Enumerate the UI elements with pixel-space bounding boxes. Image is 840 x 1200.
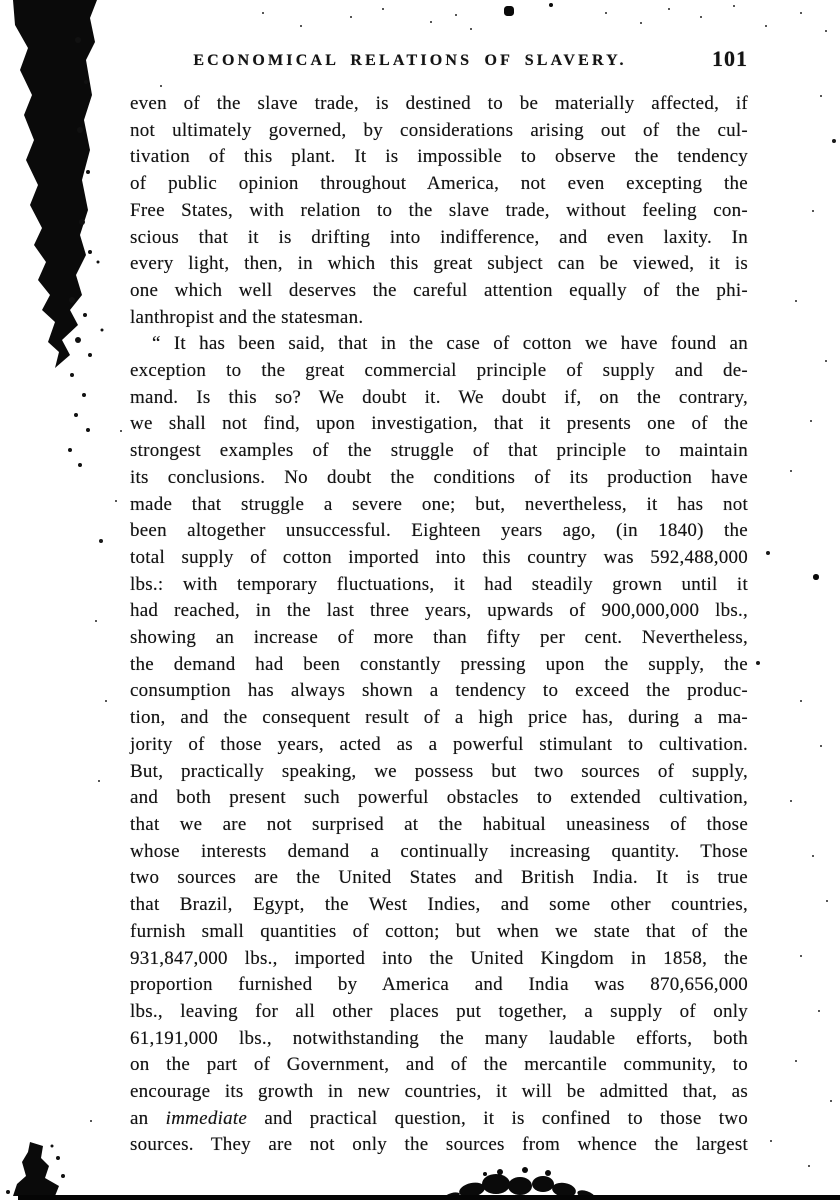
- running-header: [130, 46, 748, 80]
- text-line: “ It has been said, that in the case of cotton we have found an: [152, 333, 748, 355]
- paragraph: [130, 331, 748, 1159]
- text-line: tion, and the consequent result of a high price has, during a ma-: [130, 707, 748, 729]
- text-column: [130, 91, 748, 1159]
- text-line: one which well deserves the careful attention equally of the phi-: [130, 279, 748, 301]
- text-line: But, practically speaking, we possess but two sources of supply,: [130, 760, 748, 782]
- text-line: on the part of Government, and of the mercantile community, to: [130, 1054, 748, 1076]
- text-line: scious that it is drifting into indifference, and even laxity. In: [130, 226, 748, 248]
- text-line: strongest examples of the struggle of that principle to maintain: [130, 440, 748, 462]
- text-line: every light, then, in which this great subject can be viewed, it is: [130, 253, 748, 275]
- scan-speckles: [0, 0, 2, 2]
- text-line: that Brazil, Egypt, the West Indies, and some other countries,: [130, 894, 748, 916]
- text-line: whose interests demand a continually increasing quantity. Those: [130, 840, 748, 862]
- header-title: ECONOMICAL RELATIONS OF SLAVERY.: [193, 52, 627, 69]
- text-line: even of the slave trade, is destined to be materially affected, if: [130, 93, 748, 114]
- page-number: 101: [712, 46, 748, 71]
- text-line: 931,847,000 lbs., imported into the United Kingdom in 1858, the: [130, 947, 748, 969]
- text-line: the demand had been constantly pressing upon the supply, the: [130, 653, 748, 675]
- text-line: 61,191,000 lbs., notwithstanding the many laudable efforts, both: [130, 1027, 748, 1049]
- text-line: of public opinion throughout America, not even excepting the: [130, 173, 748, 195]
- ink-blot-bottom-left: [0, 1130, 90, 1200]
- text-line: Free States, with relation to the slave trade, without feeling con-: [130, 199, 748, 221]
- text-line: jority of those years, acted as a powerful stimulant to cultivation.: [130, 733, 748, 755]
- text-line: encourage its growth in new countries, it will be admitted that, as: [130, 1081, 748, 1103]
- text-line: lbs., leaving for all other places put together, a supply of only: [130, 1000, 748, 1022]
- text-line: we shall not find, upon investigation, that it presents one of the: [130, 413, 748, 435]
- text-line: had reached, in the last three years, upwards of 900,000,000 lbs.,: [130, 600, 748, 622]
- text-line: total supply of cotton imported into this country was 592,488,000: [130, 546, 748, 568]
- text-line: two sources are the United States and British India. It is true: [130, 867, 748, 889]
- text-line: that we are not surprised at the habitual uneasiness of those: [130, 813, 748, 835]
- text-line: not ultimately governed, by considerations arising out of the cul-: [130, 119, 748, 141]
- scan-edge-bottom: [18, 1195, 840, 1200]
- text-line: and both present such powerful obstacles to extended cultivation,: [130, 787, 748, 809]
- paragraph: [130, 91, 748, 331]
- text-line: an immediate and practical question, it is confined to those two: [130, 1107, 748, 1129]
- text-line: lanthropist and the statesman.: [130, 306, 364, 328]
- text-line: mand. Is this so? We doubt it. We doubt if, on the contrary,: [130, 386, 748, 408]
- text-line: lbs.: with temporary fluctuations, it had steadily grown until it: [130, 573, 748, 595]
- text-line: sources. They are not only the sources from whence the largest: [130, 1134, 748, 1156]
- ink-smudge-bottom-center: [440, 1160, 610, 1200]
- text-line: furnish small quantities of cotton; but when we state that of the: [130, 920, 748, 942]
- text-line: its conclusions. No doubt the conditions of its production have: [130, 466, 748, 488]
- text-line: exception to the great commercial principle of supply and de-: [130, 360, 748, 382]
- text-line: consumption has always shown a tendency to exceed the produc-: [130, 680, 748, 702]
- text-line: proportion furnished by America and India was 870,656,000: [130, 974, 748, 996]
- text-line: showing an increase of more than fifty per cent. Nevertheless,: [130, 627, 748, 649]
- text-line: been altogether unsuccessful. Eighteen years ago, (in 1840) the: [130, 520, 748, 542]
- text-line: made that struggle a severe one; but, nevertheless, it has not: [130, 493, 748, 515]
- text-line: tivation of this plant. It is impossible to observe the tendency: [130, 146, 748, 168]
- ink-blot-left-binding: [0, 0, 115, 480]
